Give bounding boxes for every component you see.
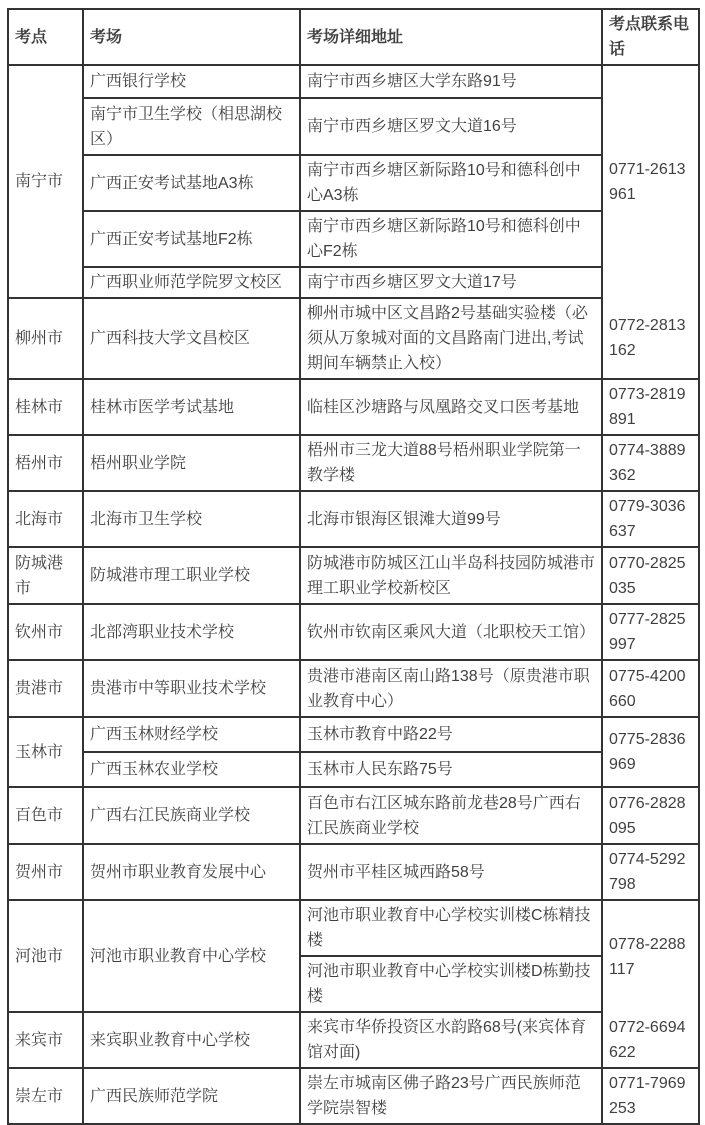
phone-cell: 0774-3889362 [602, 435, 699, 491]
address-cell: 钦州市钦南区乘风大道（北职校天工馆） [300, 604, 602, 660]
address-cell: 南宁市西乡塘区新际路10号和德科创中心F2栋 [300, 211, 602, 267]
address-cell: 北海市银海区银滩大道99号 [300, 491, 602, 547]
address-cell: 河池市职业教育中心学校实训楼C栋精技楼 [300, 900, 602, 956]
table-row [8, 660, 699, 717]
venue-cell: 北海市卫生学校 [83, 491, 300, 547]
table-row [8, 98, 699, 155]
phone-cell: 0775-2836969 [602, 717, 699, 787]
table-row [8, 900, 699, 956]
city-cell: 梧州市 [8, 435, 83, 491]
venue-cell: 防城港市理工职业学校 [83, 547, 300, 604]
phone-cell: 0775-4200660 [602, 660, 699, 717]
address-cell: 贵港市港南区南山路138号（原贵港市职业教育中心） [300, 660, 602, 717]
exam-sites-table [7, 8, 700, 1125]
address-cell: 河池市职业教育中心学校实训楼D栋勤技楼 [300, 956, 602, 1012]
phone-cell: 0770-2825035 [602, 547, 699, 604]
address-cell: 崇左市城南区佛子路23号广西民族师范学院崇智楼 [300, 1068, 602, 1124]
table-row [8, 155, 699, 211]
address-cell: 南宁市西乡塘区罗文大道17号 [300, 267, 602, 298]
venue-cell: 来宾职业教育中心学校 [83, 1012, 300, 1068]
city-cell: 河池市 [8, 900, 83, 1012]
table-row [8, 65, 699, 98]
venue-cell: 梧州职业学院 [83, 435, 300, 491]
phone-cell: 0772-6694622 [602, 1012, 699, 1068]
header-cell-address: 考场详细地址 [300, 9, 602, 65]
header-row [8, 9, 699, 65]
table-row [8, 435, 699, 491]
venue-cell: 北部湾职业技术学校 [83, 604, 300, 660]
address-cell: 柳州市城中区文昌路2号基础实验楼（必须从万象城对面的文昌路南门进出,考试期间车辆禁止入校） [300, 298, 602, 379]
venue-cell: 贵港市中等职业技术学校 [83, 660, 300, 717]
venue-cell: 南宁市卫生学校（相思湖校区） [83, 98, 300, 155]
table-row [8, 211, 699, 267]
table-row [8, 298, 699, 379]
venue-cell: 广西右江民族商业学校 [83, 787, 300, 844]
city-cell: 北海市 [8, 491, 83, 547]
venue-cell: 广西民族师范学院 [83, 1068, 300, 1124]
table-row [8, 1068, 699, 1124]
venue-cell: 广西职业师范学院罗文校区 [83, 267, 300, 298]
table-row [8, 1012, 699, 1068]
venue-cell: 广西正安考试基地A3栋 [83, 155, 300, 211]
venue-cell: 桂林市医学考试基地 [83, 379, 300, 435]
header-cell-venue: 考场 [83, 9, 300, 65]
venue-cell: 河池市职业教育中心学校 [83, 900, 300, 1012]
city-cell: 钦州市 [8, 604, 83, 660]
table-row [8, 844, 699, 900]
venue-cell: 广西玉林财经学校 [83, 717, 300, 752]
city-cell: 百色市 [8, 787, 83, 844]
address-cell: 南宁市西乡塘区大学东路91号 [300, 65, 602, 98]
phone-cell: 0779-3036637 [602, 491, 699, 547]
address-cell: 梧州市三龙大道88号梧州职业学院第一教学楼 [300, 435, 602, 491]
phone-cell: 0772-2813162 [602, 298, 699, 379]
header-cell-phone: 考点联系电话 [602, 9, 699, 65]
table-row [8, 787, 699, 844]
venue-cell: 广西玉林农业学校 [83, 752, 300, 787]
address-cell: 玉林市人民东路75号 [300, 752, 602, 787]
city-cell: 南宁市 [8, 65, 83, 298]
address-cell: 南宁市西乡塘区新际路10号和德科创中心A3栋 [300, 155, 602, 211]
address-cell: 来宾市华侨投资区水韵路68号(来宾体育馆对面) [300, 1012, 602, 1068]
table-row [8, 379, 699, 435]
venue-cell: 广西正安考试基地F2栋 [83, 211, 300, 267]
table-row [8, 604, 699, 660]
city-cell: 桂林市 [8, 379, 83, 435]
table-row [8, 267, 699, 298]
address-cell: 百色市右江区城东路前龙巷28号广西右江民族商业学校 [300, 787, 602, 844]
phone-cell: 0776-2828095 [602, 787, 699, 844]
address-cell: 临桂区沙塘路与凤凰路交叉口医考基地 [300, 379, 602, 435]
city-cell: 柳州市 [8, 298, 83, 379]
city-cell: 贵港市 [8, 660, 83, 717]
city-cell: 崇左市 [8, 1068, 83, 1124]
venue-cell: 贺州市职业教育发展中心 [83, 844, 300, 900]
city-cell: 贺州市 [8, 844, 83, 900]
city-cell: 来宾市 [8, 1012, 83, 1068]
city-cell: 玉林市 [8, 717, 83, 787]
table-row [8, 717, 699, 752]
venue-cell: 广西科技大学文昌校区 [83, 298, 300, 379]
table-row [8, 752, 699, 787]
address-cell: 贺州市平桂区城西路58号 [300, 844, 602, 900]
table-row [8, 491, 699, 547]
city-cell: 防城港市 [8, 547, 83, 604]
address-cell: 玉林市教育中路22号 [300, 717, 602, 752]
phone-cell: 0771-7969253 [602, 1068, 699, 1124]
table-row [8, 547, 699, 604]
phone-cell: 0774-5292798 [602, 844, 699, 900]
phone-cell: 0777-2825997 [602, 604, 699, 660]
address-cell: 防城港市防城区江山半岛科技园防城港市理工职业学校新校区 [300, 547, 602, 604]
phone-cell: 0771-2613961 [602, 65, 699, 298]
phone-cell: 0778-2288117 [602, 900, 699, 1012]
venue-cell: 广西银行学校 [83, 65, 300, 98]
header-cell-exam-site: 考点 [8, 9, 83, 65]
phone-cell: 0773-2819891 [602, 379, 699, 435]
address-cell: 南宁市西乡塘区罗文大道16号 [300, 98, 602, 155]
